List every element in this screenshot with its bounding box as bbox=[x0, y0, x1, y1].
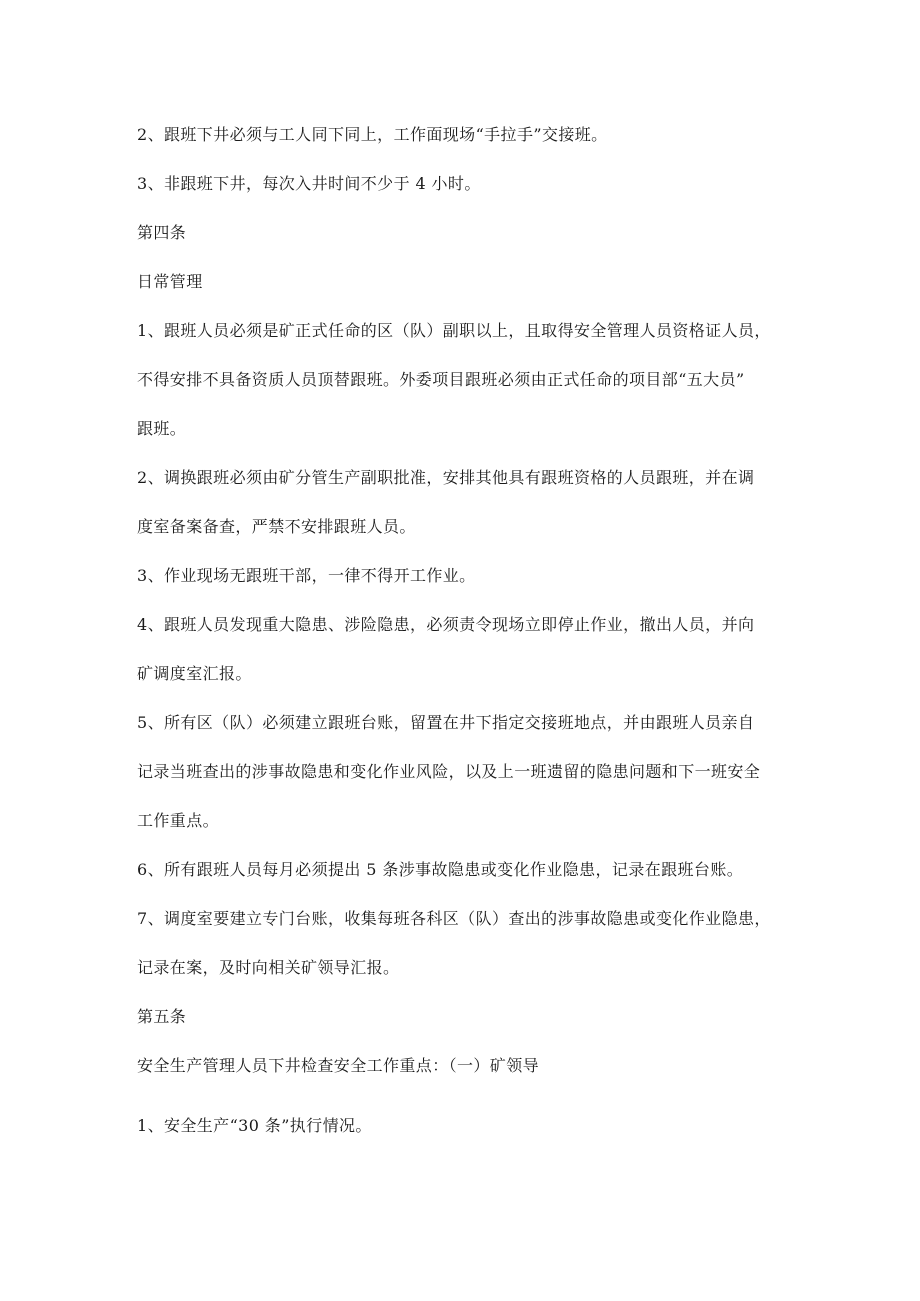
section-subheading: 日常管理 bbox=[137, 272, 203, 291]
text-line: 记录当班查出的涉事故隐患和变化作业风险，以及上一班遗留的隐患问题和下一班安全 bbox=[137, 762, 761, 781]
text-line: 矿调度室汇报。 bbox=[137, 664, 252, 683]
text-line: 7、调度室要建立专门台账，收集每班各科区（队）查出的涉事故隐患或变化作业隐患， bbox=[137, 909, 771, 928]
text-line: 工作重点。 bbox=[137, 811, 220, 830]
text-line: 4、跟班人员发现重大隐患、涉险隐患，必须责令现场立即停止作业，撤出人员，并向 bbox=[137, 615, 755, 634]
text-line: 跟班。 bbox=[137, 419, 187, 438]
text-line: 记录在案，及时向相关矿领导汇报。 bbox=[137, 958, 400, 977]
text-line: 6、所有跟班人员每月必须提出 5 条涉事故隐患或变化作业隐患，记录在跟班台账。 bbox=[137, 860, 744, 879]
text-line: 1、安全生产“30 条”执行情况。 bbox=[137, 1116, 372, 1135]
section-heading: 第五条 bbox=[137, 1007, 187, 1026]
text-line: 3、作业现场无跟班干部，一律不得开工作业。 bbox=[137, 566, 476, 585]
text-line: 5、所有区（队）必须建立跟班台账，留置在井下指定交接班地点，并由跟班人员亲自 bbox=[137, 713, 755, 732]
text-line: 3、非跟班下井，每次入井时间不少于 4 小时。 bbox=[137, 174, 481, 193]
text-line: 不得安排不具备资质人员顶替跟班。外委项目跟班必须由正式任命的项目部“五大员” bbox=[137, 370, 745, 389]
section-subheading: 安全生产管理人员下井检查安全工作重点：（一）矿领导 bbox=[137, 1056, 540, 1075]
text-line: 2、调换跟班必须由矿分管生产副职批准，安排其他具有跟班资格的人员跟班，并在调 bbox=[137, 468, 755, 487]
text-line: 1、跟班人员必须是矿正式任命的区（队）副职以上，且取得安全管理人员资格证人员， bbox=[137, 321, 771, 340]
text-line: 度室备案备查，严禁不安排跟班人员。 bbox=[137, 517, 416, 536]
section-heading: 第四条 bbox=[137, 223, 187, 242]
text-line: 2、跟班下井必须与工人同下同上，工作面现场“手拉手”交接班。 bbox=[137, 125, 608, 144]
